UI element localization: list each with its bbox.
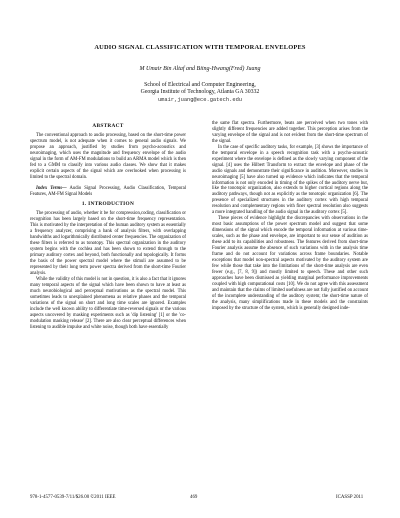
index-terms-text: Audio Signal Processing, Audio Classification, Temporal Features, AM-FM Signal Models xyxy=(30,185,186,197)
intro-paragraph-5: These pieces of evidence highlight the discrepancies with observations in the most basic assumptions of the power spectrum model and suggest that some dimensions of the signal which encode the temporal information at various time-scales, such as the phase and envelope, are important to our sense of audition as these add to its capabilities and robustness. The features derived from short-time Fourier analysis assume the absence of such variations with in the analysis time frame and do not account for variations across frame boundaries. Notable exceptions that model non-spectral aspects motivated by the auditory system are few while those that take into the limitations of the short-time analysis are even fewer (e.g., [7, 8, 9]) and mostly limited to speech. These and other such approaches have been dismissed as yielding marginal performance improvements coupled with high computational costs [10]. We do not agree with this assessment and maintain that the claims of limited usefulness are not fully justified on account of the incomplete understanding of the auditory system; the short-time nature of the analysis, many simplifications made in these models and the constraints imposed by the structure of the system, which is generally designed inde- xyxy=(212,216,368,311)
affiliation-line-1: School of Electrical and Computer Engineering, xyxy=(144,82,256,88)
left-column xyxy=(30,124,186,331)
index-terms-label: Index Terms— xyxy=(36,185,67,191)
intro-paragraph-3: the same flat spectra. Furthermore, beats are perceived when two tones with slightly different frequencies are added together. This perception arises from the varying envelope of the signal and is not evident from the short-time spectrum of the signal. xyxy=(212,121,368,144)
footer-conference: ICASSP 2011 xyxy=(336,495,364,500)
footer-page-number: 469 xyxy=(190,495,198,500)
footer-isbn: 978-1-4577-0539-7/11/$26.00 ©2011 IEEE xyxy=(30,495,116,500)
intro-paragraph-2: While the validity of this model is not in question, it is also a fact that it ignores many temporal aspects of the signal which have been shown to have at least as much neurobiological and perceptual motivations as the spectral model. This sometimes leads to unexplained phenomena as relative phases and the temporal variations of the signal on short and long time scales are ignored. Examples include the well known ability to differentiate time-reversed signals or the various aspects uncovered by masking experiments such as 'dip listening' [1] or the 'co-modulation masking release' [2]. There are also clear perceptual differences when listening to audible impulse and white noise, though both have essentially xyxy=(30,276,186,330)
author-email: umair,juang@ece.gatech.edu xyxy=(157,96,243,103)
paper-authors: M Umair Bin Altaf and Biing-Hwang(Fred) Juang xyxy=(139,66,261,72)
paper-title: AUDIO SIGNAL CLASSIFICATION WITH TEMPORAL ENVELOPES xyxy=(94,44,306,51)
index-terms xyxy=(30,186,186,198)
right-column xyxy=(212,121,368,312)
intro-paragraph-4: In the case of specific auditory tasks, for example, [3] shows the importance of the temporal envelope in a speech recognition task with a psycho-acoustic experiment where the envelope is defined as the slowly varying component of the signal. [4] uses the Hilbert Transform to extract the envelope and phase of the audio signals and demonstrate their significance in audition. Moreover, studies in neuroimaging [5] have also turned up evidence which indicates that the temporal information is not only encoded in timing of the spikes of the auditory nerve but, like the tonotopic organization, also extends to higher cortical regions along the auditory pathways, though not as explicitly as the tonotopic organization [6]. The presence of specialized structures in the auditory cortex with high temporal resolution and complementary regions with finer spectral resolution also suggests a more integrated handling of the audio signal in the auditory cortex [5]. xyxy=(212,144,368,216)
affiliation xyxy=(60,82,340,104)
affiliation-line-2: Georgia Institute of Technology, Atlanta GA 30332 xyxy=(140,89,260,96)
abstract-text: The conventional approach to audio processing, based on the short-time power spectrum model, is not adequate when it comes to general audio signals. We propose an approach, justified by studies from psycho-acoustics and neuroimaging, which uses the magnitude and frequency envelope of the audio signal in the form of AM-FM modulations to build an ARMA model which is then fed to a GMM to classify into various audio classes. We show that it makes explicit certain aspects of the signal which are overlooked when processing is limited to the spectral domain. xyxy=(30,132,186,180)
intro-heading: 1. INTRODUCTION xyxy=(81,201,135,208)
intro-paragraph-1: The processing of audio, whether it be for compression,coding, classification or recognition has been largely based on the short-time frequency representation. This is motivated by the interpretation of the human auditory system as essentially a frequency analyzer, comprising a bank of analysis filters, with overlapping bandwidths and logarithmically distributed center frequencies. The organization of these filters is referred to as tonotopy. This spectral organization in the auditory system begins with the cochlea and has been shown to extend through to the primary auditory cortex and beyond, both functionally and topologically. It forms the basis of the power spectral model where the stimuli are assumed to be represented by their long term power spectra derived from the short-time Fourier analysis. xyxy=(30,211,186,276)
abstract-heading: ABSTRACT xyxy=(92,123,124,129)
